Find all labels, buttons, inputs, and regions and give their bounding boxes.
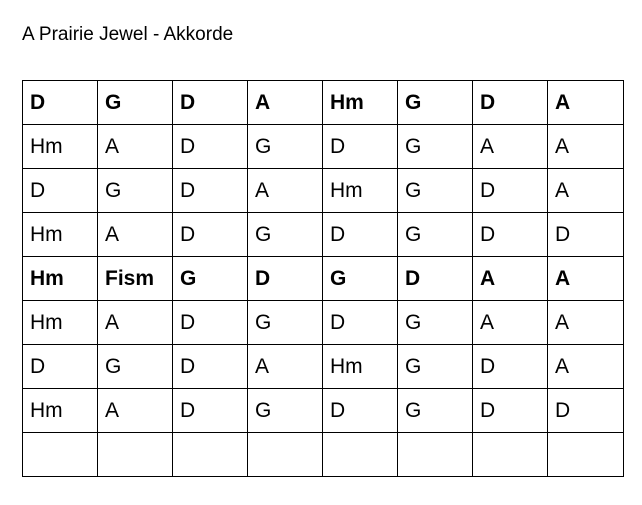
chord-cell: G bbox=[398, 169, 473, 213]
chord-cell: D bbox=[473, 81, 548, 125]
chord-cell: D bbox=[173, 301, 248, 345]
chord-cell: A bbox=[248, 169, 323, 213]
chord-cell: D bbox=[173, 169, 248, 213]
chord-table bbox=[22, 80, 624, 477]
chord-cell: D bbox=[473, 169, 548, 213]
chord-cell: A bbox=[548, 345, 624, 389]
chord-cell: D bbox=[473, 213, 548, 257]
chord-cell: D bbox=[173, 213, 248, 257]
chord-row bbox=[23, 125, 624, 169]
chord-cell: Fism bbox=[98, 257, 173, 301]
chord-cell: D bbox=[23, 345, 98, 389]
chord-cell: A bbox=[548, 301, 624, 345]
chord-cell: Hm bbox=[23, 257, 98, 301]
chord-cell: A bbox=[98, 389, 173, 433]
chord-cell: Hm bbox=[323, 345, 398, 389]
chord-cell bbox=[248, 433, 323, 477]
chord-cell: Hm bbox=[323, 169, 398, 213]
chord-cell: G bbox=[398, 345, 473, 389]
chord-cell: D bbox=[323, 125, 398, 169]
chord-cell: A bbox=[548, 81, 624, 125]
chord-cell: D bbox=[23, 81, 98, 125]
chord-cell: G bbox=[248, 301, 323, 345]
chord-table-body bbox=[23, 81, 624, 477]
chord-cell: G bbox=[98, 81, 173, 125]
chord-cell: G bbox=[398, 213, 473, 257]
chord-row bbox=[23, 81, 624, 125]
chord-cell: D bbox=[473, 345, 548, 389]
chord-row bbox=[23, 345, 624, 389]
chord-row bbox=[23, 433, 624, 477]
chord-cell: D bbox=[548, 213, 624, 257]
chord-cell: D bbox=[23, 169, 98, 213]
chord-cell: A bbox=[473, 301, 548, 345]
chord-cell: D bbox=[323, 389, 398, 433]
chord-cell: G bbox=[98, 169, 173, 213]
chord-cell: D bbox=[398, 257, 473, 301]
chord-cell: A bbox=[98, 301, 173, 345]
chord-cell: G bbox=[248, 125, 323, 169]
chord-cell: G bbox=[248, 389, 323, 433]
chord-cell bbox=[473, 433, 548, 477]
chord-row bbox=[23, 169, 624, 213]
chord-row bbox=[23, 257, 624, 301]
chord-row bbox=[23, 301, 624, 345]
chord-cell: D bbox=[173, 345, 248, 389]
chord-cell: D bbox=[173, 389, 248, 433]
chord-cell: D bbox=[173, 81, 248, 125]
chord-cell: A bbox=[548, 169, 624, 213]
chord-cell: G bbox=[173, 257, 248, 301]
chord-cell: Hm bbox=[23, 301, 98, 345]
chord-cell bbox=[323, 433, 398, 477]
chord-cell bbox=[23, 433, 98, 477]
chord-cell: D bbox=[323, 213, 398, 257]
chord-cell: G bbox=[248, 213, 323, 257]
chord-cell: Hm bbox=[23, 389, 98, 433]
chord-cell: G bbox=[398, 301, 473, 345]
chord-cell: A bbox=[98, 125, 173, 169]
chord-row bbox=[23, 389, 624, 433]
chord-cell: Hm bbox=[23, 213, 98, 257]
chord-cell: D bbox=[248, 257, 323, 301]
chord-cell bbox=[98, 433, 173, 477]
chord-cell: G bbox=[398, 125, 473, 169]
chord-cell bbox=[548, 433, 624, 477]
chord-cell: A bbox=[473, 125, 548, 169]
chord-cell bbox=[398, 433, 473, 477]
chord-cell: A bbox=[248, 345, 323, 389]
page-title: A Prairie Jewel - Akkorde bbox=[22, 24, 234, 45]
chord-cell: Hm bbox=[23, 125, 98, 169]
chord-cell: D bbox=[473, 389, 548, 433]
chord-cell: G bbox=[323, 257, 398, 301]
chord-cell: A bbox=[98, 213, 173, 257]
chord-cell: A bbox=[473, 257, 548, 301]
chord-cell: G bbox=[398, 81, 473, 125]
chord-cell: G bbox=[98, 345, 173, 389]
chord-cell: A bbox=[248, 81, 323, 125]
chord-cell: A bbox=[548, 257, 624, 301]
chord-cell: D bbox=[323, 301, 398, 345]
chord-cell: A bbox=[548, 125, 624, 169]
chord-cell bbox=[173, 433, 248, 477]
chord-cell: Hm bbox=[323, 81, 398, 125]
chord-cell: D bbox=[548, 389, 624, 433]
chord-cell: G bbox=[398, 389, 473, 433]
chord-cell: D bbox=[173, 125, 248, 169]
chord-row bbox=[23, 213, 624, 257]
